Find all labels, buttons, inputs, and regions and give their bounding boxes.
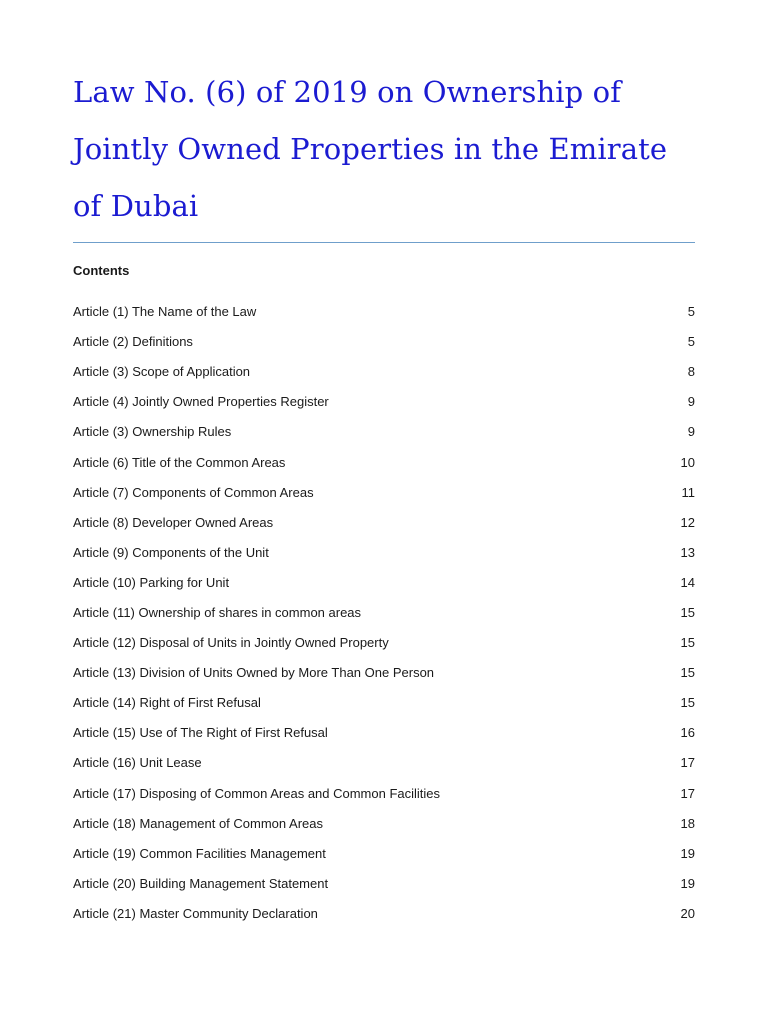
- toc-entry-label: Article (19) Common Facilities Management: [73, 845, 326, 861]
- toc-entry[interactable]: [73, 809, 695, 839]
- toc-entry-page-number: 16: [680, 725, 695, 741]
- toc-entry-label: Article (17) Disposing of Common Areas and Common Facilities: [73, 785, 441, 801]
- toc-entry[interactable]: [73, 297, 695, 327]
- toc-entry-label: Article (4) Jointly Owned Properties Register: [73, 394, 329, 410]
- toc-entry-page-number: 17: [680, 755, 695, 771]
- toc-entry-label: Article (9) Components of the Unit: [73, 544, 269, 560]
- toc-entry-page-number: 9: [687, 424, 695, 440]
- toc-entry[interactable]: [73, 718, 695, 748]
- toc-entry-page-number: 13: [680, 544, 695, 560]
- toc-entry-page-number: 18: [680, 815, 695, 831]
- toc-entry[interactable]: [73, 839, 695, 869]
- toc-entry[interactable]: [73, 508, 695, 538]
- toc-entry-label: Article (11) Ownership of shares in common areas: [73, 604, 362, 620]
- toc-entry-label: Article (8) Developer Owned Areas: [73, 514, 274, 530]
- document-title: Law No. (6) of 2019 on Ownership of Jointly Owned Properties in the Emirate of Dubai: [73, 75, 668, 223]
- toc-entry-label: Article (6) Title of the Common Areas: [73, 454, 286, 470]
- toc-entry-label: Article (1) The Name of the Law: [73, 304, 257, 320]
- toc-entry[interactable]: [73, 748, 695, 778]
- toc-entry[interactable]: [73, 899, 695, 929]
- toc-entry-page-number: 15: [680, 635, 695, 651]
- toc-entry-label: Article (21) Master Community Declaration: [73, 905, 318, 921]
- toc-entry-page-number: 19: [680, 875, 695, 891]
- toc-entry[interactable]: [73, 779, 695, 809]
- toc-entry-page-number: 15: [680, 665, 695, 681]
- toc-entry[interactable]: [73, 357, 695, 387]
- toc-entry-label: Article (15) Use of The Right of First Refusal: [73, 725, 328, 741]
- contents-heading: Contents: [73, 263, 130, 278]
- toc-entry-page-number: 19: [680, 845, 695, 861]
- toc-entry-label: Article (16) Unit Lease: [73, 755, 202, 771]
- toc-entry[interactable]: [73, 478, 695, 508]
- toc-entry[interactable]: [73, 869, 695, 899]
- toc-entry-label: Article (12) Disposal of Units in Jointly Owned Property: [73, 635, 389, 651]
- toc-entry-label: Article (3) Scope of Application: [73, 364, 251, 380]
- toc-entry-page-number: 15: [680, 604, 695, 620]
- title-divider: [73, 242, 695, 243]
- toc-entry-label: Article (20) Building Management Statement: [73, 875, 329, 891]
- toc-entry-label: Article (2) Definitions: [73, 334, 193, 350]
- table-of-contents: [73, 297, 695, 929]
- toc-entry[interactable]: [73, 628, 695, 658]
- toc-entry[interactable]: [73, 688, 695, 718]
- toc-entry-page-number: 8: [687, 364, 695, 380]
- toc-entry[interactable]: [73, 568, 695, 598]
- toc-entry-page-number: 20: [680, 905, 695, 921]
- toc-entry-page-number: 17: [680, 785, 695, 801]
- toc-entry-label: Article (7) Components of Common Areas: [73, 484, 314, 500]
- toc-entry-label: Article (18) Management of Common Areas: [73, 815, 323, 831]
- toc-entry-page-number: 11: [681, 484, 695, 500]
- toc-entry-page-number: 14: [680, 574, 695, 590]
- toc-entry[interactable]: [73, 327, 695, 357]
- toc-entry-label: Article (13) Division of Units Owned by More Than One Person: [73, 665, 435, 681]
- toc-entry-label: Article (3) Ownership Rules: [73, 424, 232, 440]
- toc-entry[interactable]: [73, 447, 695, 477]
- toc-entry-label: Article (10) Parking for Unit: [73, 574, 230, 590]
- toc-entry-label: Article (14) Right of First Refusal: [73, 695, 261, 711]
- toc-entry-page-number: 15: [680, 695, 695, 711]
- toc-entry-page-number: 12: [680, 514, 695, 530]
- toc-entry[interactable]: [73, 658, 695, 688]
- toc-entry-page-number: 5: [687, 304, 695, 320]
- toc-entry[interactable]: [73, 598, 695, 628]
- toc-entry[interactable]: [73, 387, 695, 417]
- toc-entry[interactable]: [73, 538, 695, 568]
- toc-entry[interactable]: [73, 417, 695, 447]
- toc-entry-page-number: 9: [687, 394, 695, 410]
- toc-entry-page-number: 10: [680, 454, 695, 470]
- toc-entry-page-number: 5: [687, 334, 695, 350]
